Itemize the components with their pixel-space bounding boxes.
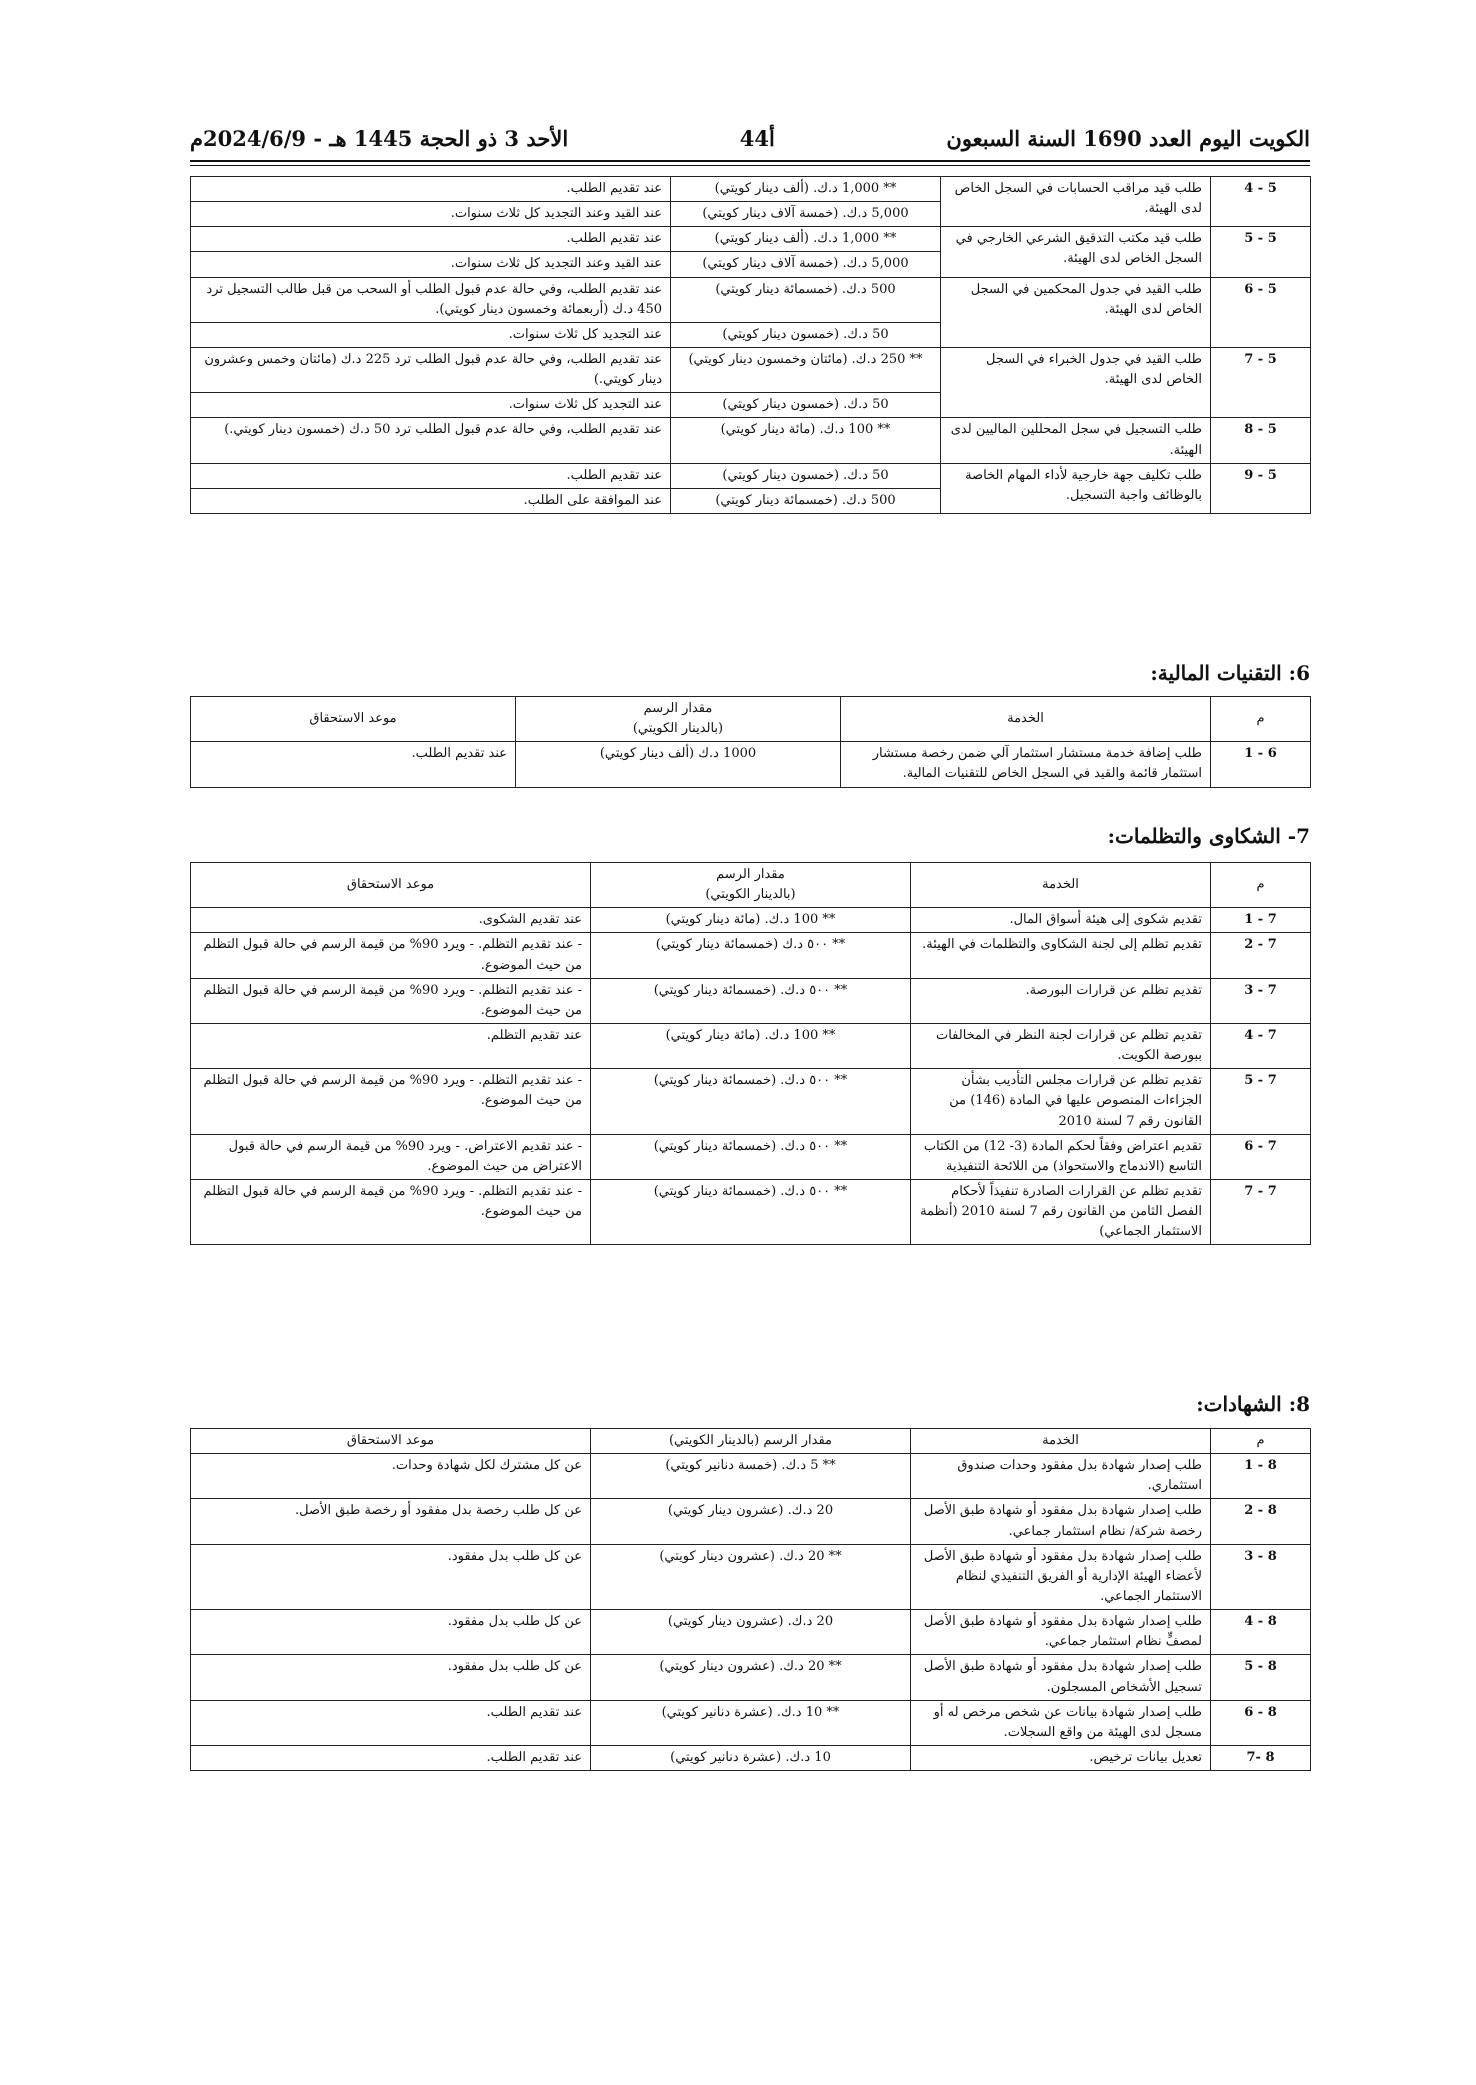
table-row <box>191 1069 1311 1134</box>
row-number: 7 - 4 <box>1211 1023 1311 1068</box>
fee-cell: ** 100 د.ك. (مائة دينار كويتي) <box>591 1023 911 1068</box>
table-row <box>191 1544 1311 1609</box>
row-number: 7 - 3 <box>1211 978 1311 1023</box>
fee-cell: ** 5 د.ك. (خمسة دنانير كويتي) <box>591 1454 911 1499</box>
fee-cell: ** ٥٠٠ د.ك (خمسمائة دينار كويتي) <box>591 933 911 978</box>
col-header-service: الخدمة <box>841 697 1211 742</box>
fee-cell: 20 د.ك. (عشرون دينار كويتي) <box>591 1499 911 1544</box>
col-header-due: موعد الاستحقاق <box>191 697 516 742</box>
service-cell: تقديم تظلم عن قرارات مجلس التأديب بشأن الجزاءات المنصوص عليها في المادة (146) من القانون رقم 7 لسنة 2010 <box>911 1069 1211 1134</box>
service-cell: طلب القيد في جدول الخبراء في السجل الخاص لدى الهيئة. <box>941 347 1211 417</box>
fee-cell: ** 20 د.ك. (عشرون دينار كويتي) <box>591 1655 911 1700</box>
table-row <box>191 1454 1311 1499</box>
fees-table-certificates <box>190 1428 1311 1771</box>
table-row <box>191 277 1311 322</box>
row-number: 7 - 6 <box>1211 1134 1311 1179</box>
col-header-fee: مقدار الرسم (بالدينار الكويتي) <box>516 697 841 742</box>
row-number: 5 - 6 <box>1211 277 1311 347</box>
fee-cell: ** 1,000 د.ك. (ألف دينار كويتي) <box>671 177 941 202</box>
row-number: 5 - 4 <box>1211 177 1311 227</box>
service-cell: طلب تكليف جهة خارجية لأداء المهام الخاصة بالوظائف واجبة التسجيل. <box>941 463 1211 513</box>
issue-date: الأحد 3 ذو الحجة 1445 هـ - 2024/6/9م <box>190 125 569 151</box>
due-cell: - عند تقديم التظلم. - ويرد 90% من قيمة الرسم في حالة قبول التظلم من حيث الموضوع. <box>191 1179 591 1244</box>
table-row <box>191 1499 1311 1544</box>
due-cell: عند تقديم الطلب. <box>191 1745 591 1770</box>
fee-cell: 50 د.ك. (خمسون دينار كويتي) <box>671 463 941 488</box>
section-heading-complaints: 7- الشكاوى والتظلمات: <box>1107 824 1310 848</box>
journal-title: الكويت اليوم العدد 1690 السنة السبعون <box>946 125 1310 151</box>
table-row <box>191 1610 1311 1655</box>
header-rule <box>190 160 1310 162</box>
row-number: 8 - 3 <box>1211 1544 1311 1609</box>
table-header-row <box>191 697 1311 742</box>
due-cell: عن كل طلب بدل مفقود. <box>191 1655 591 1700</box>
fee-cell: ** ٥٠٠ د.ك. (خمسمائة دينار كويتي) <box>591 978 911 1023</box>
row-number: 7 - 1 <box>1211 908 1311 933</box>
due-cell: عن كل طلب رخصة بدل مفقود أو رخصة طبق الأصل. <box>191 1499 591 1544</box>
service-cell: طلب إصدار شهادة بدل مفقود أو شهادة طبق الأصل لمصفٍّ نظام استثمار جماعي. <box>911 1610 1211 1655</box>
table-row <box>191 1655 1311 1700</box>
service-cell: تقديم تظلم عن قرارات لجنة النظر في المخالفات ببورصة الكويت. <box>911 1023 1211 1068</box>
page-number: أ44 <box>739 125 775 151</box>
row-number: 5 - 8 <box>1211 418 1311 463</box>
table-body <box>191 908 1311 1245</box>
col-header-m: م <box>1211 697 1311 742</box>
due-cell: - عند تقديم التظلم. - ويرد 90% من قيمة الرسم في حالة قبول التظلم من حيث الموضوع. <box>191 1069 591 1134</box>
fees-table-fintech <box>190 696 1311 788</box>
due-cell: - عند تقديم التظلم. - ويرد 90% من قيمة الرسم في حالة قبول التظلم من حيث الموضوع. <box>191 933 591 978</box>
col-header-fee: مقدار الرسم (بالدينار الكويتي) <box>591 1429 911 1454</box>
table-row <box>191 1745 1311 1770</box>
fee-cell: 5,000 د.ك. (خمسة آلاف دينار كويتي) <box>671 202 941 227</box>
table-row <box>191 978 1311 1023</box>
due-cell: عند تقديم الطلب. <box>191 742 516 787</box>
table-body <box>191 742 1311 787</box>
fee-cell: ** ٥٠٠ د.ك. (خمسمائة دينار كويتي) <box>591 1134 911 1179</box>
service-cell: تقديم تظلم إلى لجنة الشكاوى والتظلمات في الهيئة. <box>911 933 1211 978</box>
fee-cell: ** 20 د.ك. (عشرون دينار كويتي) <box>591 1544 911 1609</box>
table-row <box>191 177 1311 202</box>
service-cell: طلب إصدار شهادة بدل مفقود أو شهادة طبق الأصل تسجيل الأشخاص المسجلون. <box>911 1655 1211 1700</box>
service-cell: طلب إصدار شهادة بدل مفقود أو شهادة طبق الأصل رخصة شركة/ نظام استثمار جماعي. <box>911 1499 1211 1544</box>
due-cell: عند الموافقة على الطلب. <box>191 488 671 513</box>
fee-cell: 10 د.ك. (عشرة دنانير كويتي) <box>591 1745 911 1770</box>
table-row <box>191 1179 1311 1244</box>
row-number: 5 - 9 <box>1211 463 1311 513</box>
table-row <box>191 933 1311 978</box>
fee-cell: 500 د.ك. (خمسمائة دينار كويتي) <box>671 488 941 513</box>
service-cell: طلب إصدار شهادة بدل مفقود وحدات صندوق استثماري. <box>911 1454 1211 1499</box>
fee-cell: ** 250 د.ك. (مائتان وخمسون دينار كويتي) <box>671 347 941 392</box>
due-cell: عند تقديم الطلب. <box>191 227 671 252</box>
row-number: 5 - 5 <box>1211 227 1311 277</box>
table-body <box>191 177 1311 514</box>
due-cell: عند تقديم الطلب. <box>191 1700 591 1745</box>
fees-table-complaints <box>190 862 1311 1245</box>
service-cell: طلب قيد مراقب الحسابات في السجل الخاص لدى الهيئة. <box>941 177 1211 227</box>
fee-cell: ** 100 د.ك. (مائة دينار كويتي) <box>671 418 941 463</box>
due-cell: عند تقديم الطلب، وفي حالة عدم قبول الطلب ترد 225 د.ك (مائتان وخمس وعشرون دينار كويتي.) <box>191 347 671 392</box>
fee-cell: ** 100 د.ك. (مائة دينار كويتي) <box>591 908 911 933</box>
due-cell: عند تقديم التظلم. <box>191 1023 591 1068</box>
service-cell: تقديم اعتراض وفقاً لحكم المادة (3- 12) من الكتاب التاسع (الاندماج والاستحواذ) من اللائحة التنفيذية <box>911 1134 1211 1179</box>
page-header <box>190 118 1310 158</box>
row-number: 8 - 5 <box>1211 1655 1311 1700</box>
col-header-service: الخدمة <box>911 863 1211 908</box>
due-cell: عند التجديد كل ثلاث سنوات. <box>191 322 671 347</box>
due-cell: - عند تقديم الاعتراض. - ويرد 90% من قيمة الرسم في حالة قبول الاعتراض من حيث الموضوع. <box>191 1134 591 1179</box>
service-cell: طلب قيد مكتب التدقيق الشرعي الخارجي في السجل الخاص لدى الهيئة. <box>941 227 1211 277</box>
row-number: 8 - 6 <box>1211 1700 1311 1745</box>
service-cell: طلب إصدار شهادة بدل مفقود أو شهادة طبق الأصل لأعضاء الهيئة الإدارية أو الفريق التنفيذي لنظام الاستثمار الجماعي. <box>911 1544 1211 1609</box>
table-row <box>191 463 1311 488</box>
table-row <box>191 1700 1311 1745</box>
row-number: 6 - 1 <box>1211 742 1311 787</box>
fee-cell: 50 د.ك. (خمسون دينار كويتي) <box>671 322 941 347</box>
service-cell: تقديم شكوى إلى هيئة أسواق المال. <box>911 908 1211 933</box>
row-number: 8 - 1 <box>1211 1454 1311 1499</box>
row-number: 7 - 2 <box>1211 933 1311 978</box>
row-number: 8 -7 <box>1211 1745 1311 1770</box>
table-row <box>191 227 1311 252</box>
service-cell: طلب إضافة خدمة مستشار استثمار آلي ضمن رخصة مستشار استثمار قائمة والقيد في السجل الخاص للتقنيات المالية. <box>841 742 1211 787</box>
service-cell: تقديم تظلم عن القرارات الصادرة تنفيذاً لأحكام الفصل الثامن من القانون رقم 7 لسنة 2010 (أنظمة الاستثمار الجماعي) <box>911 1179 1211 1244</box>
due-cell: عند القيد وعند التجديد كل ثلاث سنوات. <box>191 252 671 277</box>
section-heading-fintech: 6: التقنيات المالية: <box>1150 661 1310 685</box>
due-cell: عند تقديم الطلب. <box>191 177 671 202</box>
row-number: 7 - 7 <box>1211 1179 1311 1244</box>
fee-cell: 1000 د.ك (ألف دينار كويتي) <box>516 742 841 787</box>
table-header-row <box>191 1429 1311 1454</box>
due-cell: عند القيد وعند التجديد كل ثلاث سنوات. <box>191 202 671 227</box>
col-header-due: موعد الاستحقاق <box>191 1429 591 1454</box>
service-cell: تقديم تظلم عن قرارات البورصة. <box>911 978 1211 1023</box>
header-rule-thin <box>190 165 1310 166</box>
due-cell: - عند تقديم التظلم. - ويرد 90% من قيمة الرسم في حالة قبول التظلم من حيث الموضوع. <box>191 978 591 1023</box>
table-row <box>191 1134 1311 1179</box>
row-number: 5 - 7 <box>1211 347 1311 417</box>
service-cell: طلب القيد في جدول المحكمين في السجل الخاص لدى الهيئة. <box>941 277 1211 347</box>
fee-cell: ** ٥٠٠ د.ك. (خمسمائة دينار كويتي) <box>591 1179 911 1244</box>
due-cell: عند تقديم الطلب. <box>191 463 671 488</box>
fee-cell: 5,000 د.ك. (خمسة آلاف دينار كويتي) <box>671 252 941 277</box>
due-cell: عن كل طلب بدل مفقود. <box>191 1544 591 1609</box>
due-cell: عند تقديم الطلب، وفي حالة عدم قبول الطلب ترد 50 د.ك (خمسون دينار كويتي.) <box>191 418 671 463</box>
due-cell: عند تقديم الطلب، وفي حالة عدم قبول الطلب أو السحب من قبل طالب التسجيل ترد 450 د.ك (أربعمائة وخمسون دينار كويتي). <box>191 277 671 322</box>
col-header-m: م <box>1211 863 1311 908</box>
col-header-due: موعد الاستحقاق <box>191 863 591 908</box>
due-cell: عند تقديم الشكوى. <box>191 908 591 933</box>
fee-cell: ** ٥٠٠ د.ك. (خمسمائة دينار كويتي) <box>591 1069 911 1134</box>
section-heading-certificates: 8: الشهادات: <box>1196 1392 1310 1416</box>
fees-table-registration <box>190 176 1311 514</box>
table-row <box>191 742 1311 787</box>
row-number: 7 - 5 <box>1211 1069 1311 1134</box>
due-cell: عن كل مشترك لكل شهادة وحدات. <box>191 1454 591 1499</box>
fee-cell: 500 د.ك. (خمسمائة دينار كويتي) <box>671 277 941 322</box>
table-row <box>191 418 1311 463</box>
table-row <box>191 1023 1311 1068</box>
row-number: 8 - 4 <box>1211 1610 1311 1655</box>
table-header-row <box>191 863 1311 908</box>
fee-cell: ** 10 د.ك. (عشرة دنانير كويتي) <box>591 1700 911 1745</box>
fee-cell: 50 د.ك. (خمسون دينار كويتي) <box>671 393 941 418</box>
service-cell: طلب إصدار شهادة بيانات عن شخص مرخص له أو مسجل لدى الهيئة من واقع السجلات. <box>911 1700 1211 1745</box>
table-row <box>191 908 1311 933</box>
due-cell: عن كل طلب بدل مفقود. <box>191 1610 591 1655</box>
col-header-fee: مقدار الرسم (بالدينار الكويتي) <box>591 863 911 908</box>
table-body <box>191 1454 1311 1771</box>
service-cell: طلب التسجيل في سجل المحللين الماليين لدى الهيئة. <box>941 418 1211 463</box>
fee-cell: 20 د.ك. (عشرون دينار كويتي) <box>591 1610 911 1655</box>
col-header-m: م <box>1211 1429 1311 1454</box>
table-row <box>191 347 1311 392</box>
due-cell: عند التجديد كل ثلاث سنوات. <box>191 393 671 418</box>
fee-cell: ** 1,000 د.ك. (ألف دينار كويتي) <box>671 227 941 252</box>
service-cell: تعديل بيانات ترخيص. <box>911 1745 1211 1770</box>
col-header-service: الخدمة <box>911 1429 1211 1454</box>
row-number: 8 - 2 <box>1211 1499 1311 1544</box>
